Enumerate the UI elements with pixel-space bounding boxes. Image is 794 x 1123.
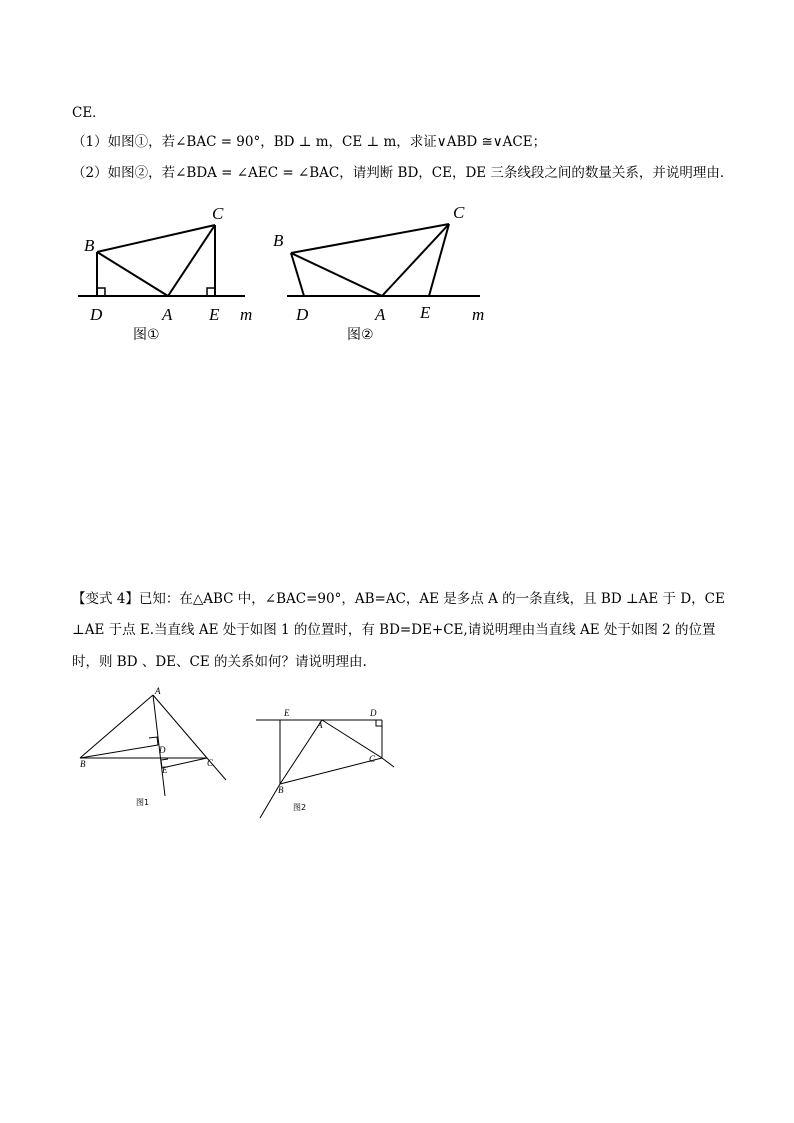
figure-1 bbox=[70, 195, 260, 350]
label-c: C bbox=[453, 203, 465, 222]
label-d: D bbox=[296, 305, 309, 324]
label-a: A bbox=[375, 305, 386, 324]
figure-2 bbox=[265, 195, 495, 350]
variant4-line2: ⊥AE 于点 E.当直线 AE 处于如图 1 的位置时，有 BD=DE+CE,请说明理由当直线 AE 处于如图 2 的位置 bbox=[72, 622, 716, 638]
label-a: A bbox=[317, 720, 323, 730]
label-b: B bbox=[273, 231, 284, 250]
label-d: D bbox=[90, 305, 103, 324]
label-c: C bbox=[207, 758, 214, 768]
variant4-line3: 时，则 BD 、DE、CE 的关系如何？请说明理由. bbox=[72, 654, 367, 670]
label-c: C bbox=[369, 754, 376, 764]
caption-fig1: 图① bbox=[133, 327, 160, 343]
label-e: E bbox=[420, 303, 431, 322]
caption-fig2: 图② bbox=[347, 327, 374, 343]
label-c: C bbox=[212, 204, 224, 223]
text-line-ce: CE． bbox=[72, 105, 106, 121]
label-a: A bbox=[155, 686, 161, 696]
question-2: （2）如图②，若∠BDA = ∠AEC = ∠BAC，请判断 BD，CE，DE 三条线段之间的数量关系，并说明理由． bbox=[72, 165, 734, 181]
label-b: B bbox=[84, 236, 95, 255]
caption-fig1-variant: 图1 bbox=[136, 798, 150, 807]
label-e: E bbox=[209, 305, 220, 324]
label-m: m bbox=[240, 305, 253, 324]
label-b: B bbox=[278, 785, 284, 795]
label-d: D bbox=[370, 708, 377, 718]
variant4-line1: 【变式 4】已知：在△ABC 中，∠BAC=90°，AB=AC，AE 是多点 A 的一条直线，且 BD ⊥AE 于 D，CE bbox=[72, 591, 725, 607]
figure-4 bbox=[250, 700, 400, 825]
label-a: A bbox=[162, 305, 173, 324]
question-1: （1）如图①，若∠BAC = 90°，BD ⊥ m，CE ⊥ m，求证∨ABD ≅∨ACE； bbox=[72, 134, 547, 150]
label-e: E bbox=[284, 708, 290, 718]
label-b: B bbox=[80, 759, 86, 769]
label-m: m bbox=[472, 305, 485, 324]
label-e: E bbox=[162, 765, 168, 775]
label-d: D bbox=[159, 745, 166, 755]
figure-3 bbox=[75, 684, 235, 814]
caption-fig2-variant: 图2 bbox=[293, 803, 307, 812]
